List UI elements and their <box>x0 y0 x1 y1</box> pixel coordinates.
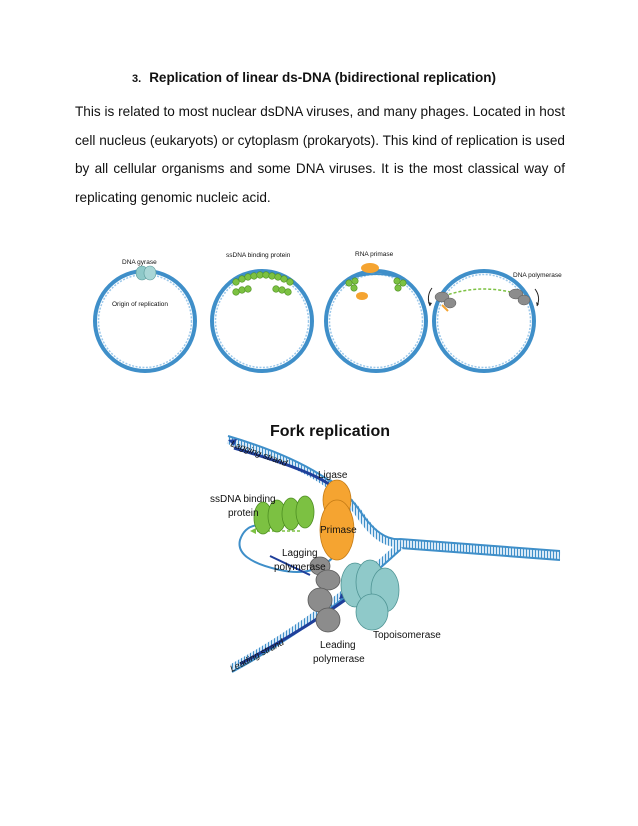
section-title: Replication of linear ds-DNA (bidirectional replication) <box>149 70 496 85</box>
label-topoisomerase: Topoisomerase <box>373 630 441 641</box>
dna-polymerase-shapes <box>435 289 530 308</box>
label-primase: Primase <box>320 525 357 536</box>
label-lagging-strand: Lagging strand <box>229 438 289 469</box>
circle-diagram-4 <box>428 271 562 371</box>
fork-replication-diagram <box>210 423 560 674</box>
topoisomerase-shape <box>341 560 399 630</box>
ssb-beads-3 <box>346 278 406 291</box>
label-rna-primase: RNA primase <box>355 251 394 258</box>
fork-replication-title: Fork replication <box>270 423 391 440</box>
circle-diagram-3 <box>326 251 426 371</box>
label-leading-polymerase-2: polymerase <box>313 654 365 665</box>
body-paragraph: This is related to most nuclear dsDNA viruses, and many phages. Located in host cell nucleus (eukaryots) or cytoplasm (prokaryots). This kind of replication is used by all cellular organisms and some DNA viruses. It is the most classical way of replicating genomic nucleic acid. <box>75 104 565 206</box>
label-ligase: Ligase <box>318 470 348 481</box>
label-leading-polymerase-1: Leading <box>320 640 356 651</box>
label-ssdna-binding-1: ssDNA binding <box>210 494 276 505</box>
rna-primase-shape <box>361 263 379 273</box>
circle-diagram-2 <box>212 252 312 371</box>
label-lagging-polymerase-1: Lagging <box>282 548 318 559</box>
label-lagging-polymerase-2: polymerase <box>274 562 326 573</box>
label-ssdna-binding-protein: ssDNA binding protein <box>226 252 291 259</box>
label-leading-strand: Leading strand <box>228 636 286 674</box>
circle-diagram-1 <box>95 259 195 371</box>
dna-gyrase-shape <box>136 266 156 280</box>
label-dna-polymerase: DNA polymerase <box>513 272 562 279</box>
label-ssdna-binding-2: protein <box>228 508 259 519</box>
label-origin: Origin of replication <box>112 301 168 308</box>
section-number: 3. <box>132 73 142 85</box>
label-dna-gyrase: DNA gyrase <box>122 259 157 266</box>
